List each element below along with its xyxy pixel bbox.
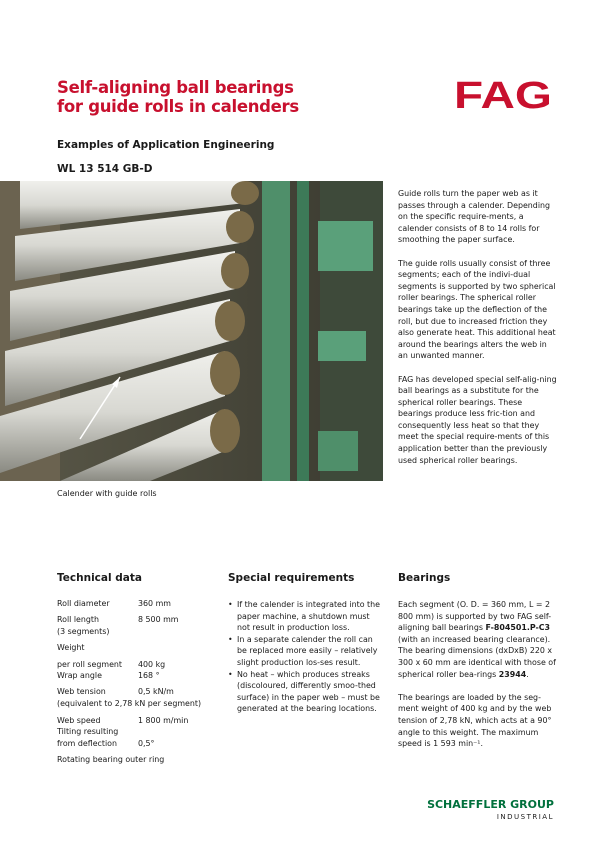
- tech-row: [57, 686, 174, 698]
- tech-value: 0,5°: [138, 739, 155, 748]
- tech-label: from deflection: [57, 739, 118, 748]
- calender-photo: [0, 181, 383, 481]
- intro-paragraph: FAG has developed special self-alig-ning ball bearings as a substitute for the spherical roller bearings. These bearings produce less fric-tion and consequently less heat so that they meet the special require-ments of this application better than the previously used spherical roller bearings.: [398, 374, 557, 465]
- bearings-text-b: (with an increased bearing clearance). The bearing dimensions (dxDxB) 220 x 300 x 60 mm are identical with those of spherical roller bea-rings: [398, 634, 556, 679]
- bearings-heading: Bearings: [398, 572, 451, 584]
- tech-row: [57, 726, 118, 738]
- tech-value: 8 500 mm: [138, 615, 179, 624]
- tech-label: Tilting resulting: [57, 727, 119, 736]
- intro-paragraph: Guide rolls turn the paper web as it passes through a calender. Depending on the specific require-ments, a calender consists of 8 to 14 rolls for smoothing the paper surface.: [398, 189, 551, 245]
- bearings-text: [398, 599, 556, 761]
- list-item: • If the calender is integrated into the paper machine, a shutdown must not result in production loss.: [228, 599, 380, 634]
- tech-row: [57, 614, 179, 626]
- subtitle: Examples of Application Engineering: [57, 139, 275, 151]
- spherical-bearing-code: 23944: [498, 669, 527, 679]
- tech-label: Web tension: [57, 687, 106, 696]
- tech-row: [57, 659, 166, 671]
- tech-label: Web speed: [57, 716, 101, 725]
- list-item: • No heat – which produces streaks (discoloured, differently smoo-thed surface) in the paper web – must be generated at the bearing locations.: [228, 669, 380, 715]
- tech-value: 168 °: [138, 671, 160, 680]
- bearings-text-a: Each segment (O. D. = 360 mm, L = 2 800 mm) is supported by two FAG self-aligning ball bearings: [398, 600, 552, 633]
- tech-label: per roll segment: [57, 660, 123, 669]
- tech-label: Roll diameter: [57, 599, 110, 608]
- tech-row: [57, 626, 109, 638]
- industrial-label: INDUSTRIAL: [496, 813, 554, 821]
- bearings-paragraph-1: [398, 599, 556, 680]
- tech-row: [57, 642, 85, 654]
- special-requirements-list: [228, 599, 380, 715]
- tech-value: 360 mm: [138, 599, 171, 608]
- tech-label: Wrap angle: [57, 671, 102, 680]
- logo-text: FAG: [454, 79, 552, 111]
- intro-paragraph: The guide rolls usually consist of three segments; each of the indivi-dual segments is supported by two spherical roller bearings. The spherical roller bearings take up the deflection of the roll, but due to increased friction they also generate heat. This additional heat around the bearings alters the web in an unwanted manner.: [398, 258, 556, 361]
- title-line-2: for guide rolls in calenders: [57, 97, 299, 116]
- tech-label: (equivalent to 2,78 kN per segment): [57, 699, 202, 708]
- tech-label: Rotating bearing outer ring: [57, 755, 165, 764]
- fag-logo: [453, 79, 553, 111]
- tech-value: 1 800 m/min: [138, 716, 189, 725]
- tech-value: 400 kg: [138, 660, 166, 669]
- tech-row: [57, 715, 189, 727]
- tech-row: [57, 670, 160, 682]
- bearings-paragraph-2: The bearings are loaded by the seg-ment weight of 400 kg and by the web tension of 2,78 kN, which acts at a 90° angle to this weight. The maximum speed is 1 593 min⁻¹.: [398, 692, 552, 749]
- document-number: WL 13 514 GB-D: [57, 163, 153, 175]
- photo-caption: Calender with guide rolls: [57, 489, 157, 498]
- special-requirements-heading: Special requirements: [228, 572, 355, 584]
- tech-row: [57, 754, 164, 766]
- tech-row: [57, 598, 171, 610]
- tech-row: [57, 698, 201, 710]
- document-title: [57, 78, 377, 116]
- tech-row: [57, 738, 155, 750]
- list-item: • In a separate calender the roll can be replaced more easily – relatively slight production los-ses result.: [228, 634, 380, 669]
- tech-label: Roll length: [57, 615, 99, 624]
- intro-text: [398, 188, 558, 478]
- technical-data-heading: Technical data: [57, 572, 142, 584]
- bearing-code: F-804501.P-C3: [485, 623, 551, 633]
- schaeffler-group-logo: SCHAEFFLER GROUP: [427, 798, 554, 811]
- title-line-1: Self-aligning ball bearings: [57, 78, 294, 97]
- tech-value: 0,5 kN/m: [138, 687, 174, 696]
- tech-label: Weight: [57, 643, 85, 652]
- bearings-text-c: .: [526, 669, 529, 679]
- tech-label: (3 segments): [57, 627, 110, 636]
